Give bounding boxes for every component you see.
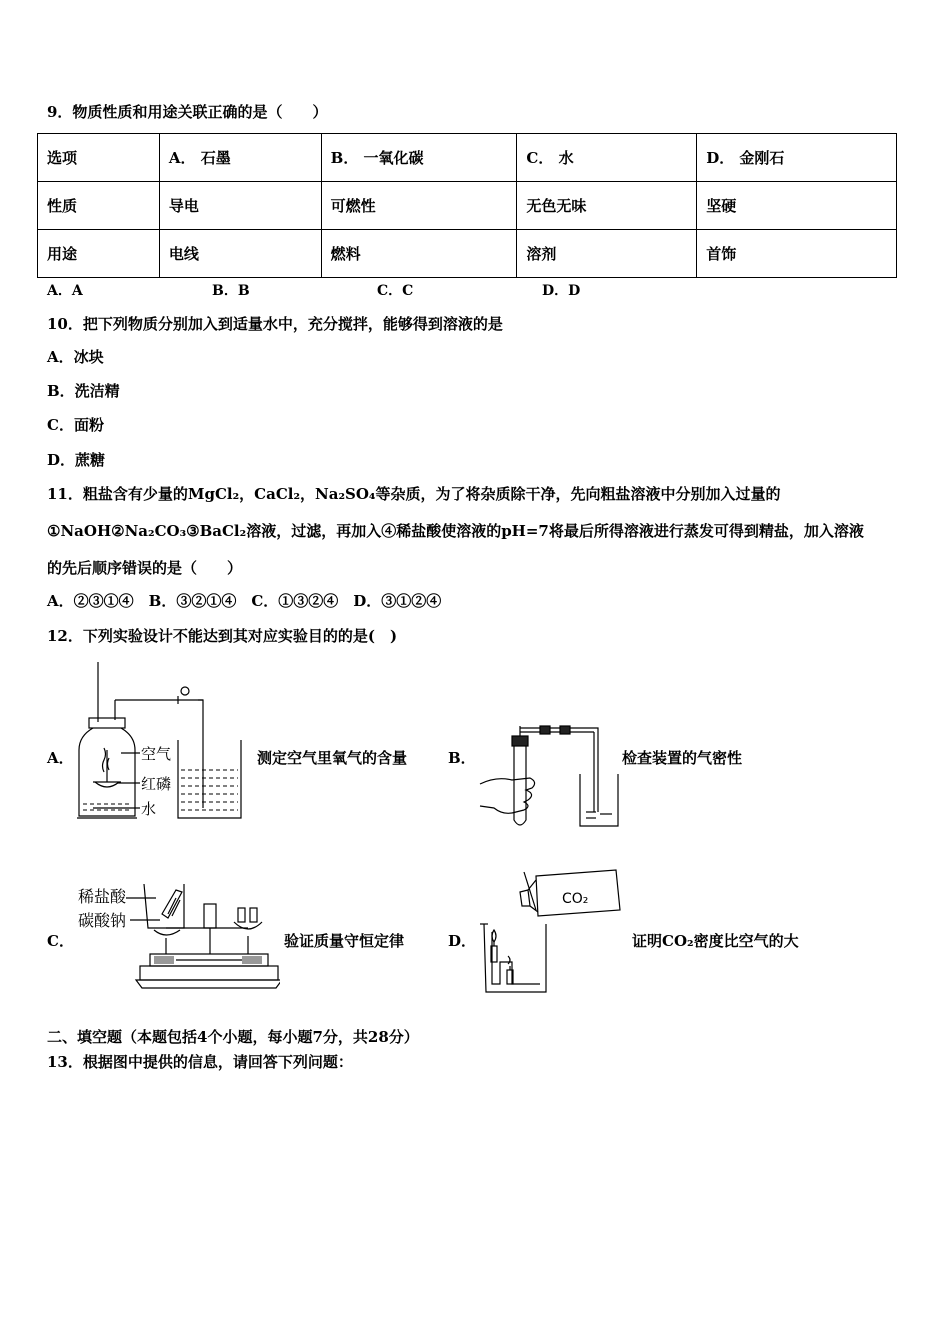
table-cell: C． 水 — [517, 134, 697, 182]
table-row — [38, 182, 897, 230]
q12-c-caption: 验证质量守恒定律 — [284, 932, 405, 950]
q11-line1: 11．粗盐含有少量的MgCl₂，CaCl₂，Na₂SO₄等杂质，为了将杂质除干净，先向粗盐溶液中分别加入过量的 — [47, 485, 781, 503]
q13-stem: 13．根据图中提供的信息，请回答下列问题： — [47, 1053, 353, 1071]
table-cell: 首饰 — [697, 230, 897, 278]
table-cell: D． 金刚石 — [697, 134, 897, 182]
q9-option-a: A．A — [47, 283, 83, 299]
sodium-carbonate-label: 碳酸钠 — [78, 911, 127, 930]
q10-option-b: B．洗洁精 — [47, 382, 120, 400]
dilute-hcl-label: 稀盐酸 — [78, 887, 127, 906]
table-cell: 电线 — [159, 230, 321, 278]
table-cell: 用途 — [38, 230, 160, 278]
section-heading: 二、填空题（本题包括4个小题，每小题7分，共28分） — [47, 1028, 419, 1046]
q10-option-d: D．蔗糖 — [47, 451, 106, 469]
q9-table — [37, 133, 897, 278]
mass-conservation-balance-figure — [76, 870, 280, 994]
q9-option-d: D．D — [542, 283, 581, 299]
red-phosphorus-label: 红磷 — [141, 775, 172, 793]
co2-density-figure — [478, 866, 628, 996]
air-label: 空气 — [141, 745, 172, 763]
water-label: 水 — [141, 800, 157, 818]
co2-bottle-label: CO₂ — [562, 891, 589, 907]
q12-a-caption: 测定空气里氧气的含量 — [257, 749, 408, 767]
table-cell: 溶剂 — [517, 230, 697, 278]
q10-option-c: C．面粉 — [47, 416, 104, 434]
table-row — [38, 230, 897, 278]
q12-b-caption: 检查装置的气密性 — [622, 749, 743, 767]
oxygen-content-apparatus-figure — [73, 658, 253, 824]
q9-option-b: B．B — [212, 283, 250, 299]
table-cell: 性质 — [38, 182, 160, 230]
table-cell: 坚硬 — [697, 182, 897, 230]
q12-c-letter: C． — [47, 932, 74, 950]
q12-b-letter: B． — [448, 749, 476, 767]
table-cell: 可燃性 — [321, 182, 517, 230]
airtightness-check-figure — [476, 722, 626, 832]
q10-option-a: A．冰块 — [47, 348, 104, 366]
q11-line3: 的先后顺序错误的是（ ） — [47, 559, 243, 577]
table-cell: 无色无味 — [517, 182, 697, 230]
q9-stem: 9．物质性质和用途关联正确的是（ ） — [47, 103, 328, 121]
table-cell: 燃料 — [321, 230, 517, 278]
q9-option-c: C．C — [377, 283, 414, 299]
table-cell: 导电 — [159, 182, 321, 230]
table-cell: 选项 — [38, 134, 160, 182]
q11-options: A．②③①④ B．③②①④ C．①③②④ D．③①②④ — [47, 592, 442, 610]
q12-d-caption: 证明CO₂密度比空气的大 — [632, 932, 799, 950]
q12-a-letter: A． — [47, 749, 74, 767]
q11-line2: ①NaOH②Na₂CO₃③BaCl₂溶液，过滤，再加入④稀盐酸使溶液的pH=7将最后所得溶液进行蒸发可得到精盐，加入溶液 — [47, 522, 864, 540]
q10-stem: 10．把下列物质分别加入到适量水中，充分搅拌，能够得到溶液的是 — [47, 315, 503, 333]
q12-stem: 12．下列实验设计不能达到其对应实验目的的是( ) — [47, 627, 398, 645]
table-cell: B． 一氧化碳 — [321, 134, 517, 182]
q12-d-letter: D． — [448, 932, 477, 950]
table-row — [38, 134, 897, 182]
table-cell: A． 石墨 — [159, 134, 321, 182]
